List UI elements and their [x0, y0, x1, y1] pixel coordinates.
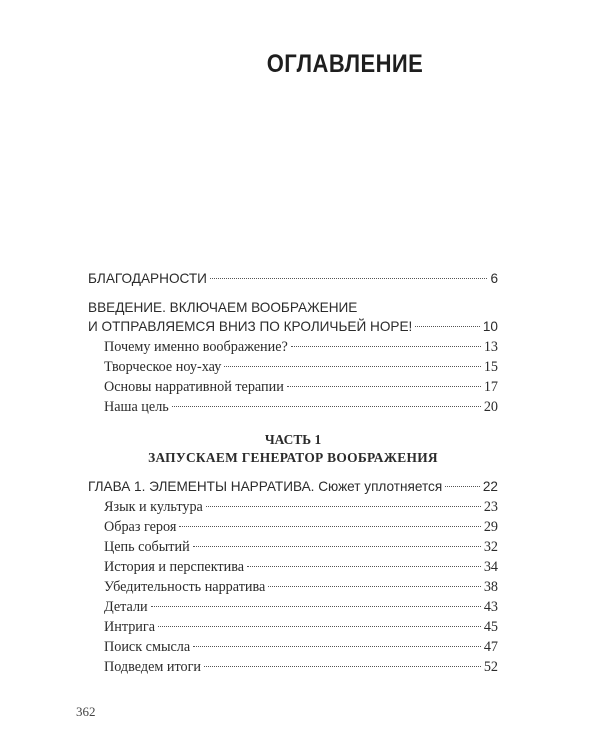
dot-leader [206, 506, 481, 507]
toc-entry-page: 6 [490, 271, 498, 286]
toc-entry-acknowledgements [88, 269, 498, 289]
toc-subentry [88, 557, 498, 577]
toc-entry-page: 10 [482, 319, 498, 334]
toc-entry-page: 47 [483, 639, 498, 655]
toc-subentry [88, 637, 498, 657]
dot-leader [210, 278, 487, 279]
toc-entry-intro [88, 317, 498, 337]
toc-subentry [88, 617, 498, 637]
page-number: 362 [76, 704, 96, 719]
toc-entry-text: Цепь событий [104, 539, 190, 555]
toc-entry-page: 45 [483, 619, 498, 635]
toc-entry-page: 17 [483, 379, 498, 395]
toc-entry-page: 43 [483, 599, 498, 615]
toc-subentry [88, 357, 498, 377]
toc-subentry [88, 537, 498, 557]
toc-entry-text: Наша цель [104, 399, 169, 415]
toc-entry-text: Почему именно воображение? [104, 339, 288, 355]
toc-entry-page: 22 [482, 479, 498, 494]
dot-leader [193, 546, 481, 547]
dot-leader [193, 646, 481, 647]
toc-subentry [88, 517, 498, 537]
dot-leader [247, 566, 481, 567]
toc-entry-page: 52 [483, 659, 498, 675]
dot-leader [268, 586, 481, 587]
toc-entry-page: 29 [483, 519, 498, 535]
toc-entry-page: 13 [483, 339, 498, 355]
toc-subentry [88, 577, 498, 597]
page-title: ОГЛАВЛЕНИЕ [266, 50, 424, 78]
dot-leader [291, 346, 481, 347]
dot-leader [224, 366, 481, 367]
toc-entry-text: Интрига [104, 619, 156, 635]
dot-leader [151, 606, 481, 607]
toc-subentry [88, 497, 498, 517]
toc-entry-page: 34 [483, 559, 498, 575]
part-heading [88, 431, 498, 467]
toc-entry-text: ГЛАВА 1. ЭЛЕМЕНТЫ НАРРАТИВА. Сюжет уплотняется [88, 479, 443, 494]
toc-entry-text: Подведем итоги [104, 659, 202, 675]
toc-entry-text: И ОТПРАВЛЯЕМСЯ ВНИЗ ПО КРОЛИЧЬЕЙ НОРЕ! [88, 319, 413, 334]
dot-leader [172, 406, 481, 407]
toc-subentry [88, 377, 498, 397]
toc-entry-page: 20 [483, 399, 498, 415]
table-of-contents [88, 269, 498, 677]
part-title: ЗАПУСКАЕМ ГЕНЕРАТОР ВООБРАЖЕНИЯ [148, 450, 438, 465]
toc-entry-text: БЛАГОДАРНОСТИ [88, 271, 207, 286]
dot-leader [158, 626, 481, 627]
toc-subentry [88, 657, 498, 677]
dot-leader [445, 486, 480, 487]
dot-leader [287, 386, 481, 387]
toc-entry-page: 23 [483, 499, 498, 515]
part-label: ЧАСТЬ 1 [264, 432, 322, 447]
toc-entry-text: Поиск смысла [104, 639, 191, 655]
dot-leader [415, 326, 480, 327]
toc-entry-text: Основы нарративной терапии [104, 379, 284, 395]
toc-subentry [88, 337, 498, 357]
toc-subentry [88, 397, 498, 417]
toc-entry-page: 32 [483, 539, 498, 555]
toc-entry-text: Язык и культура [104, 499, 203, 515]
toc-entry-text: Детали [104, 599, 148, 615]
toc-entry-intro-line1: ВВЕДЕНИЕ. ВКЛЮЧАЕМ ВООБРАЖЕНИЕ [88, 300, 358, 315]
dot-leader [204, 666, 481, 667]
toc-entry-text: Творческое ноу-хау [104, 359, 222, 375]
toc-entry-text: Образ героя [104, 519, 177, 535]
toc-entry-text: Убедительность нарратива [104, 579, 266, 595]
toc-entry-text: История и перспектива [104, 559, 245, 575]
toc-entry-page: 15 [483, 359, 498, 375]
toc-subentry [88, 597, 498, 617]
toc-entry-page: 38 [483, 579, 498, 595]
dot-leader [179, 526, 480, 527]
toc-entry-chapter1 [88, 477, 498, 497]
